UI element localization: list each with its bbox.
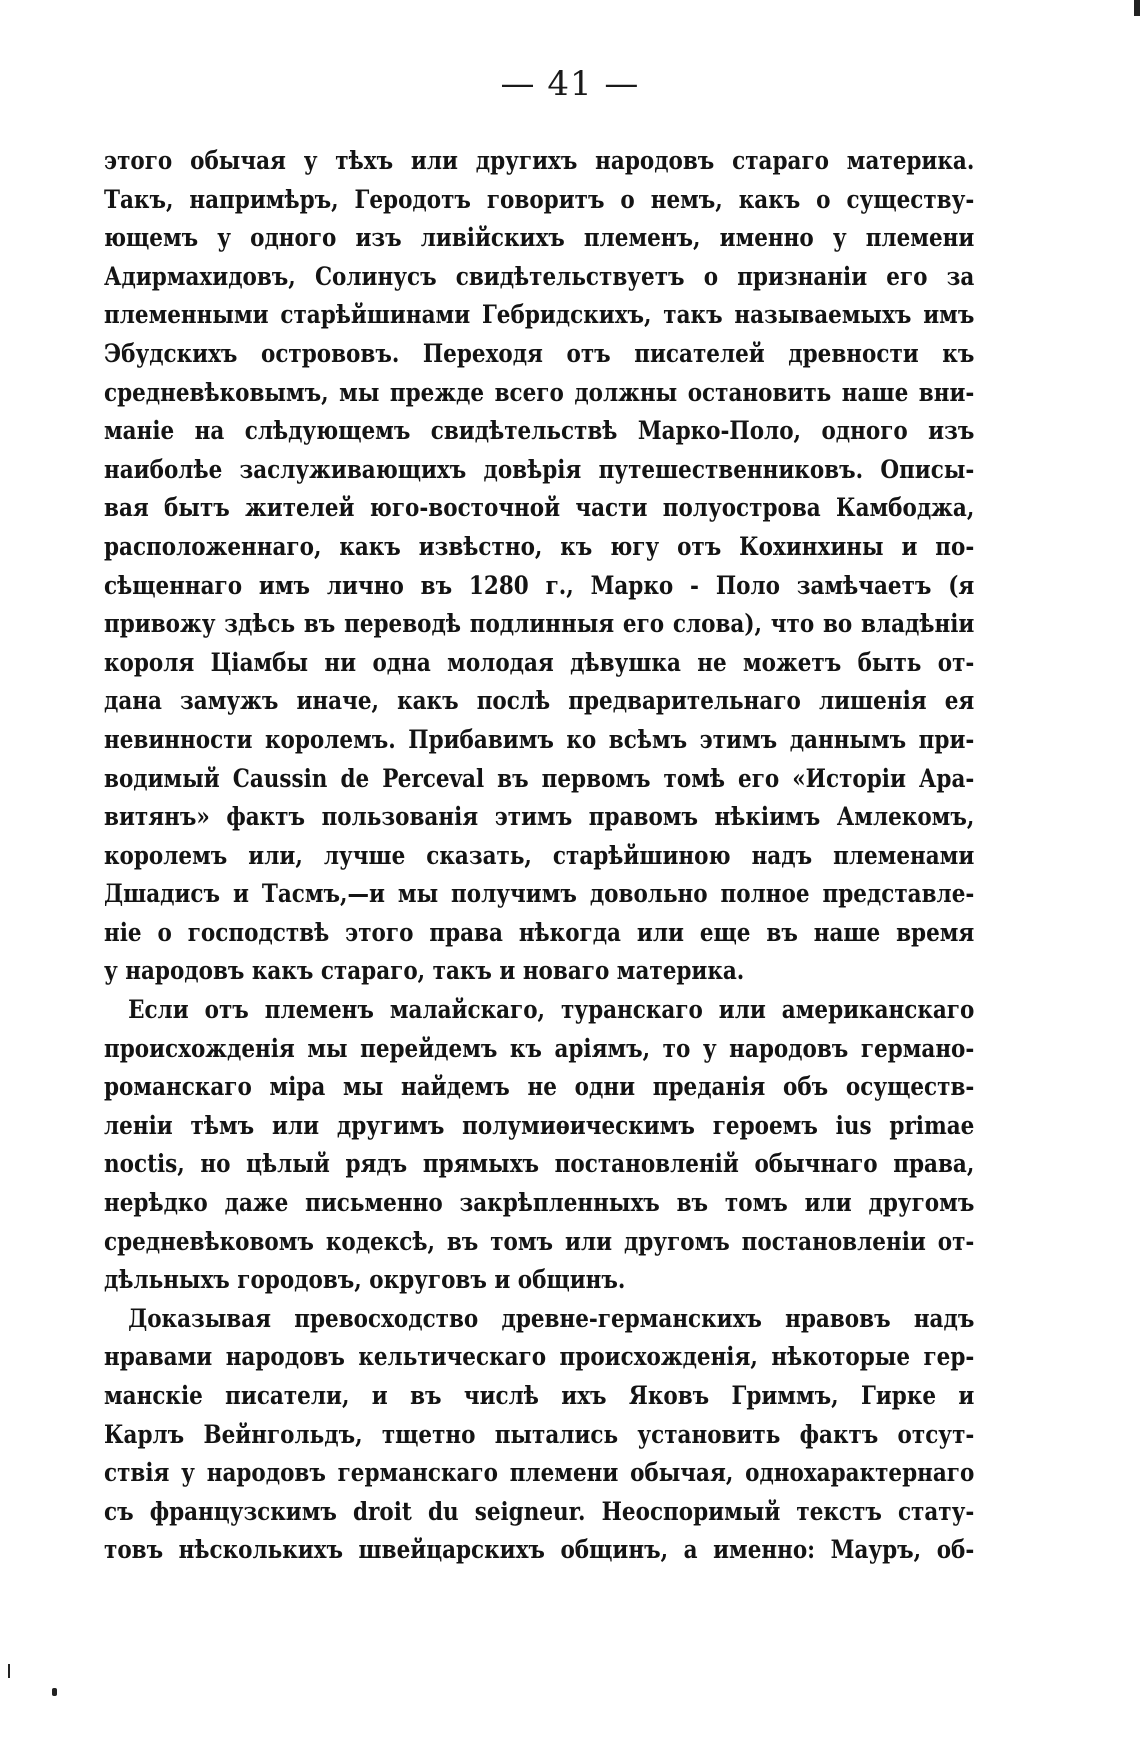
text-line: средневѣковомъ кодексѣ, въ томъ или другомъ постановленіи от-: [104, 1226, 975, 1256]
text-line: средневѣковымъ, мы прежде всего должны остановить наше вни-: [104, 377, 975, 407]
text-line: ствія у народовъ германскаго племени обычая, однохарактернаго: [104, 1458, 975, 1488]
text-line: Такъ, напримѣръ, Геродотъ говоритъ о немъ, какъ о существу-: [104, 184, 975, 214]
text-line: Доказывая превосходство древне-германскихъ нравовъ надъ: [128, 1303, 975, 1333]
text-line: привожу здѣсь въ переводѣ подлинныя его слова), что во владѣніи: [104, 609, 975, 639]
text-line: нерѣдко даже письменно закрѣпленныхъ въ томъ или другомъ: [104, 1188, 975, 1218]
text-line: происхожденія мы перейдемъ къ аріямъ, то у народовъ германо-: [104, 1033, 975, 1063]
text-line: невинности королемъ. Прибавимъ ко всѣмъ этимъ даннымъ при-: [104, 724, 975, 754]
text-line: у народовъ какъ стараго, такъ и новаго материка.: [104, 956, 745, 986]
text-line: сѣщеннаго имъ лично въ 1280 г., Марко - Поло замѣчаетъ (я: [104, 570, 975, 600]
text-line: съ французскимъ droit du seigneur. Неоспоримый текстъ стату-: [104, 1496, 975, 1526]
text-line: племенными старѣйшинами Гебридскихъ, такъ называемыхъ имъ: [104, 300, 975, 330]
text-line: дѣльныхъ городовъ, округовъ и общинъ.: [104, 1265, 626, 1295]
text-line: ніе о господствѣ этого права нѣкогда или еще въ наше время: [104, 917, 975, 947]
scan-speck: [52, 1688, 57, 1696]
scan-speck: [8, 1664, 10, 1678]
text-line: Дшадисъ и Тасмъ,—и мы получимъ довольно полное представле-: [104, 879, 975, 909]
text-line: водимый Caussin de Perceval въ первомъ томѣ его «Исторіи Ара-: [104, 763, 975, 793]
paragraph-3: [104, 1300, 974, 1570]
text-line: романскаго міра мы найдемъ не одни преданія объ осуществ-: [104, 1072, 975, 1102]
paragraph-2: [104, 991, 974, 1300]
text-line: Карлъ Вейнгольдъ, тщетно пытались установить фактъ отсут-: [104, 1419, 975, 1449]
page-number: — 41 —: [500, 64, 640, 104]
text-line: королемъ или, лучше сказать, старѣйшиною надъ племенами: [104, 840, 975, 870]
text-line: расположеннаго, какъ извѣстно, къ югу отъ Кохинхины и по-: [104, 531, 975, 561]
text-line: Если отъ племенъ малайскаго, туранскаго или американскаго: [128, 995, 975, 1025]
text-line: noctis, но цѣлый рядъ прямыхъ постановленій обычнаго права,: [104, 1149, 975, 1179]
text-line: Адирмахидовъ, Солинусъ свидѣтельствуетъ о признаніи его за: [104, 261, 975, 291]
text-line: витянъ» фактъ пользованія этимъ правомъ нѣкіимъ Амлекомъ,: [104, 802, 975, 832]
text-line: леніи тѣмъ или другимъ полумиѳическимъ героемъ ius primae: [104, 1110, 975, 1140]
body-text: [104, 142, 974, 1570]
text-line: ющемъ у одного изъ ливійскихъ племенъ, именно у племени: [104, 223, 975, 253]
text-line: наиболѣе заслуживающихъ довѣрія путешественниковъ. Описы-: [104, 454, 975, 484]
text-line: Эбудскихъ острововъ. Переходя отъ писателей древности къ: [104, 338, 975, 368]
text-line: дана замужъ иначе, какъ послѣ предварительнаго лишенія ея: [104, 686, 975, 716]
text-line: маніе на слѣдующемъ свидѣтельствѣ Марко-Поло, одного изъ: [104, 416, 975, 446]
text-line: вая бытъ жителей юго-восточной части полуострова Камбоджа,: [104, 493, 975, 523]
text-line: нравами народовъ кельтическаго происхожденія, нѣкоторые гер-: [104, 1342, 975, 1372]
scan-edge-mark: [1134, 0, 1140, 16]
text-line: этого обычая у тѣхъ или другихъ народовъ стараго материка.: [104, 146, 975, 175]
text-line: короля Ціамбы ни одна молодая дѣвушка не можетъ быть от-: [104, 647, 975, 677]
paragraph-1: [104, 142, 974, 991]
text-line: манскіе писатели, и въ числѣ ихъ Яковъ Гриммъ, Гирке и: [104, 1381, 975, 1410]
text-line: товъ нѣсколькихъ швейцарскихъ общинъ, а именно: Мауръ, об-: [104, 1535, 975, 1565]
